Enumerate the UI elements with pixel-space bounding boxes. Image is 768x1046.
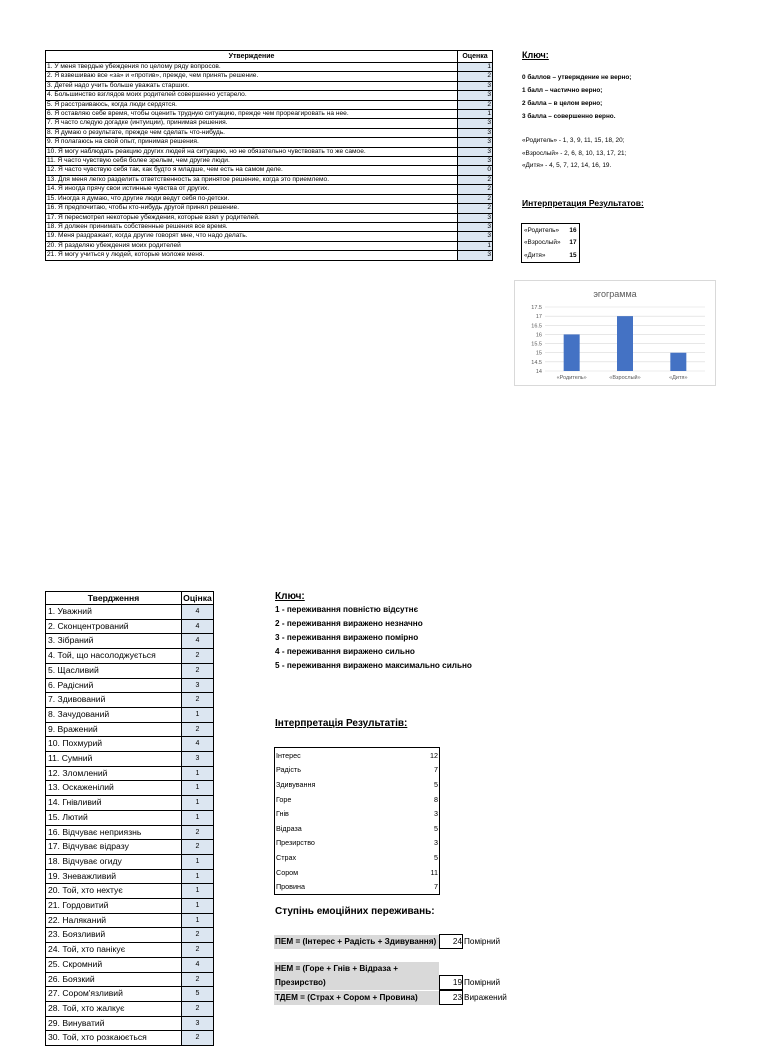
row-text: Гнів xyxy=(276,809,289,819)
table-row xyxy=(275,806,440,821)
row-text: 2. Я взвешиваю все «за» и «против», прежде, чем принять решение. xyxy=(46,72,458,81)
emotion-results-table xyxy=(274,747,440,895)
table-row xyxy=(46,796,214,811)
table-row xyxy=(275,763,440,778)
formula-row-nem xyxy=(274,962,501,987)
table-row xyxy=(275,850,440,865)
table-row xyxy=(46,110,493,119)
row-score: 2 xyxy=(182,722,214,737)
row-score: 3 xyxy=(182,752,214,767)
row-text: 14. Я иногда прячу свои истинные чувства от других. xyxy=(46,185,458,194)
table-row xyxy=(46,634,214,649)
row-score: 1 xyxy=(182,781,214,796)
table-row xyxy=(46,766,214,781)
table-row xyxy=(46,825,214,840)
y-tick-label: 15.5 xyxy=(531,341,542,348)
row-text: 18. Я должен принимать собственные решения все время. xyxy=(46,222,458,231)
row-score: 2 xyxy=(182,825,214,840)
bar xyxy=(564,334,580,371)
row-score: 2 xyxy=(182,649,214,664)
row-score: 3 xyxy=(182,678,214,693)
table-row xyxy=(46,1001,214,1016)
formula-text: ПЕМ = (Інтерес + Радість + Здивування) xyxy=(274,935,439,949)
result-label: «Взрослый» xyxy=(524,239,561,247)
row-text: 6. Радісний xyxy=(46,678,182,693)
row-score: 4 xyxy=(182,634,214,649)
row-score: 2 xyxy=(182,840,214,855)
row-text: Радість xyxy=(276,765,301,775)
row-text: Страх xyxy=(276,852,297,862)
bar xyxy=(617,316,633,371)
table-row xyxy=(46,166,493,175)
row-score: 4 xyxy=(182,957,214,972)
table-row xyxy=(46,605,214,620)
key-line: 3 - переживання виражено помірно xyxy=(275,633,419,642)
table-row xyxy=(46,899,214,914)
row-score: 2 xyxy=(458,175,493,184)
row-text: 4. Большинство взглядов моих родителей совершенно устарело. xyxy=(46,91,458,100)
row-score: 1 xyxy=(182,810,214,825)
interpretation-title-uk: Інтерпретація Результатів: xyxy=(275,718,408,729)
table-row xyxy=(46,707,214,722)
formula-row-pem xyxy=(274,934,500,948)
table-row xyxy=(522,237,580,250)
row-score: 5 xyxy=(434,779,438,789)
table-row xyxy=(46,72,493,81)
y-tick-label: 14.5 xyxy=(531,359,542,366)
row-score: 3 xyxy=(434,809,438,819)
row-score: 1 xyxy=(182,869,214,884)
row-text: 12. Я часто чувствую себя так, как будто я младше, чем есть на самом деле. xyxy=(46,166,458,175)
row-text: 17. Я пересмотрел некоторые убеждения, которые взял у родителей. xyxy=(46,213,458,222)
table-row xyxy=(46,619,214,634)
table-row xyxy=(46,957,214,972)
table-row xyxy=(46,63,493,72)
row-score: 7 xyxy=(434,882,438,892)
row-text: 19. Меня раздражает, когда другие говорят мне, что надо делать. xyxy=(46,232,458,241)
row-text: 12. Зломлений xyxy=(46,766,182,781)
row-text: 29. Винуватий xyxy=(46,1016,182,1031)
row-text: 27. Сором'язливий xyxy=(46,987,182,1002)
table-row xyxy=(46,649,214,664)
header-score: Оценка xyxy=(458,51,493,63)
formula-value: 19 xyxy=(439,975,463,990)
table-row xyxy=(46,1031,214,1046)
row-text: 4. Той, що насолоджується xyxy=(46,649,182,664)
key-groups xyxy=(522,137,626,175)
key-title-uk: Ключ: xyxy=(275,591,305,602)
table-row xyxy=(46,752,214,767)
row-text: 20. Той, хто нехтує xyxy=(46,884,182,899)
row-score: 2 xyxy=(182,663,214,678)
row-score: 4 xyxy=(182,619,214,634)
table-row xyxy=(46,232,493,241)
table-row xyxy=(46,185,493,194)
table-row xyxy=(275,879,440,894)
row-text: 21. Я могу учиться у людей, которые моложе меня. xyxy=(46,251,458,260)
table-row xyxy=(275,836,440,851)
row-text: 9. Я полагаюсь на свой опыт, принимая решения. xyxy=(46,138,458,147)
y-tick-label: 16.5 xyxy=(531,323,542,330)
table-row xyxy=(46,194,493,203)
row-score: 1 xyxy=(458,110,493,119)
table-row xyxy=(46,204,493,213)
row-score: 3 xyxy=(182,1016,214,1031)
row-score: 1 xyxy=(458,63,493,72)
row-text: 13. Для меня легко разделить ответственность за принятое решение, когда это приемлемо. xyxy=(46,175,458,184)
x-tick-label: «Взрослый» xyxy=(609,375,641,381)
row-text: Відраза xyxy=(276,823,302,833)
row-score: 4 xyxy=(182,605,214,620)
group-line: «Взрослый» - 2, 6, 8, 10, 13, 17, 21; xyxy=(522,149,627,157)
row-score: 3 xyxy=(458,251,493,260)
row-score: 1 xyxy=(182,884,214,899)
table-row xyxy=(46,213,493,222)
row-text: 1. У меня твердые убеждения по целому ряду вопросов. xyxy=(46,63,458,72)
row-text: 26. Боязкий xyxy=(46,972,182,987)
row-score: 5 xyxy=(434,823,438,833)
row-text: Горе xyxy=(276,794,292,804)
row-text: 20. Я разделяю убеждения моих родителей xyxy=(46,241,458,250)
row-score: 2 xyxy=(182,943,214,958)
table-row xyxy=(46,138,493,147)
table-row xyxy=(46,251,493,260)
table-row xyxy=(522,249,580,262)
x-tick-label: «Родитель» xyxy=(556,375,587,381)
table-header-row xyxy=(46,592,214,605)
table-row xyxy=(46,157,493,166)
interpretation-title: Интерпретация Результатов: xyxy=(522,198,644,208)
row-text: 8. Зачудований xyxy=(46,707,182,722)
row-text: 7. Я часто следую догадке (интуиции), принимая решения. xyxy=(46,119,458,128)
row-score: 3 xyxy=(458,147,493,156)
row-text: 13. Оскаженілий xyxy=(46,781,182,796)
bar xyxy=(670,353,686,371)
row-score: 2 xyxy=(458,72,493,81)
row-text: 23. Боязливий xyxy=(46,928,182,943)
formula-level: Помірний xyxy=(464,978,501,987)
row-score: 5 xyxy=(182,987,214,1002)
row-text: 15. Иногда я думаю, что другие люди ведут себя по-детски. xyxy=(46,194,458,203)
table-row xyxy=(46,781,214,796)
row-score: 3 xyxy=(458,232,493,241)
y-tick-label: 17 xyxy=(535,314,542,321)
row-text: 6. Я оставляю себе время, чтобы оценить трудную ситуацию, прежде чем прореагировать на нее. xyxy=(46,110,458,119)
row-text: Інтерес xyxy=(276,750,301,760)
chart-title: эгограмма xyxy=(593,289,637,299)
table-row xyxy=(46,884,214,899)
table-row xyxy=(46,913,214,928)
row-score: 1 xyxy=(458,241,493,250)
result-value: 16 xyxy=(569,226,577,234)
y-tick-label: 16 xyxy=(535,332,542,339)
key-line: 1 балл – частично верно; xyxy=(522,87,603,94)
row-score: 3 xyxy=(458,81,493,90)
table-row xyxy=(522,224,580,237)
table-row xyxy=(46,100,493,109)
row-score: 0 xyxy=(458,166,493,175)
row-text: Провина xyxy=(276,882,305,892)
row-score: 3 xyxy=(458,157,493,166)
table-row xyxy=(46,972,214,987)
header-statement: Утверждение xyxy=(46,51,458,63)
row-text: 3. Детей надо учить больше уважать старших. xyxy=(46,81,458,90)
row-text: 18. Відчуває огиду xyxy=(46,854,182,869)
row-score: 3 xyxy=(434,838,438,848)
row-text: 10. Я могу наблюдать реакцию других людей на ситуацию, но не обязательно чувствовать то же самое. xyxy=(46,147,458,156)
table-row xyxy=(46,722,214,737)
key-line: 2 балла – в целом верно; xyxy=(522,100,603,107)
result-value: 15 xyxy=(569,251,577,259)
key-lines-uk xyxy=(275,605,472,675)
row-score: 1 xyxy=(182,707,214,722)
table-row xyxy=(46,128,493,137)
row-text: 3. Зібраний xyxy=(46,634,182,649)
row-text: 11. Я часто чувствую себя более зрелым, чем другие люди. xyxy=(46,157,458,166)
table-row xyxy=(46,663,214,678)
table-row xyxy=(275,748,440,763)
y-tick-label: 15 xyxy=(535,350,542,357)
group-line: «Родитель» - 1, 3, 9, 11, 15, 18, 20; xyxy=(522,137,625,144)
x-tick-label: «Дитя» xyxy=(669,375,688,381)
row-text: 22. Наляканий xyxy=(46,913,182,928)
row-text: 8. Я думаю о результате, прежде чем сделать что-нибудь. xyxy=(46,128,458,137)
row-text: 9. Вражений xyxy=(46,722,182,737)
table-row xyxy=(46,928,214,943)
egogram-chart xyxy=(514,280,716,386)
row-score: 2 xyxy=(182,928,214,943)
table-row xyxy=(46,241,493,250)
row-text: 2. Сконцентрований xyxy=(46,619,182,634)
row-text: Сором xyxy=(276,867,299,877)
header-score: Оцінка xyxy=(183,593,212,603)
table-row xyxy=(46,693,214,708)
formula-text: НЕМ = (Горе + Гнів + Відраза + Презирство) xyxy=(274,962,439,990)
row-text: 16. Відчуває неприязнь xyxy=(46,825,182,840)
row-score: 2 xyxy=(458,100,493,109)
table-row xyxy=(46,869,214,884)
formula-row-tdem xyxy=(274,990,507,1004)
result-label: «Дитя» xyxy=(524,251,546,259)
row-score: 2 xyxy=(182,1001,214,1016)
formula-level: Помірний xyxy=(464,937,501,946)
row-text: 7. Здивований xyxy=(46,693,182,708)
formula-level: Виражений xyxy=(464,993,507,1002)
table-row xyxy=(46,119,493,128)
key-line: 1 - переживання повністю відсутнє xyxy=(275,605,419,614)
row-score: 3 xyxy=(458,213,493,222)
table-row xyxy=(275,821,440,836)
row-text: Презирство xyxy=(276,838,315,848)
row-score: 1 xyxy=(182,913,214,928)
row-score: 3 xyxy=(458,128,493,137)
row-score: 5 xyxy=(434,852,438,862)
result-label: «Родитель» xyxy=(524,226,560,234)
row-score: 7 xyxy=(434,765,438,775)
row-text: 21. Гордовитий xyxy=(46,899,182,914)
table-row xyxy=(46,81,493,90)
formula-value: 23 xyxy=(439,990,463,1005)
row-score: 1 xyxy=(182,766,214,781)
table-row xyxy=(46,222,493,231)
row-score: 4 xyxy=(182,737,214,752)
statements-table-uk xyxy=(45,591,214,1046)
row-score: 3 xyxy=(458,91,493,100)
key-line: 0 баллов – утверждение не верно; xyxy=(522,74,632,81)
row-text: 25. Скромний xyxy=(46,957,182,972)
key-line: 5 - переживання виражено максимально сильно xyxy=(275,661,472,670)
header-statement: Твердження xyxy=(46,592,182,605)
row-text: 30. Той, хто розкаюється xyxy=(46,1031,182,1046)
key-line: 2 - переживання виражено незначно xyxy=(275,619,423,628)
row-score: 2 xyxy=(182,1031,214,1046)
row-score: 1 xyxy=(182,854,214,869)
table-row xyxy=(46,987,214,1002)
row-text: 1. Уважний xyxy=(46,605,182,620)
row-text: 28. Той, хто жалкує xyxy=(46,1001,182,1016)
row-score: 3 xyxy=(458,119,493,128)
row-text: 24. Той, хто панікує xyxy=(46,943,182,958)
table-row xyxy=(46,943,214,958)
group-line: «Дитя» - 4, 5, 7, 12, 14, 16, 19. xyxy=(522,162,612,169)
row-text: 10. Похмурий xyxy=(46,737,182,752)
key-line: 4 - переживання виражено сильно xyxy=(275,647,415,656)
row-text: 16. Я предпочитаю, чтобы кто-нибудь другой принял решение. xyxy=(46,204,458,213)
table-row xyxy=(46,91,493,100)
key-title: Ключ: xyxy=(522,50,549,60)
table-row xyxy=(275,792,440,807)
result-value: 17 xyxy=(569,239,577,247)
row-score: 3 xyxy=(458,138,493,147)
row-score: 8 xyxy=(434,794,438,804)
key-lines xyxy=(522,74,631,126)
ego-results-table xyxy=(521,223,580,263)
table-row xyxy=(46,678,214,693)
row-text: 5. Я расстраиваюсь, когда люди сердятся. xyxy=(46,100,458,109)
row-score: 2 xyxy=(182,972,214,987)
formula-text: ТДЕМ = (Страх + Сором + Провина) xyxy=(274,991,439,1005)
row-score: 2 xyxy=(458,185,493,194)
statements-table-ru xyxy=(45,50,493,261)
row-score: 2 xyxy=(458,194,493,203)
row-score: 3 xyxy=(458,222,493,231)
row-text: Здивування xyxy=(276,779,316,789)
y-tick-label: 17.5 xyxy=(531,305,542,311)
row-score: 1 xyxy=(182,899,214,914)
table-row xyxy=(46,810,214,825)
table-row xyxy=(46,854,214,869)
row-text: 11. Сумний xyxy=(46,752,182,767)
row-score: 2 xyxy=(182,693,214,708)
row-text: 19. Зневажливий xyxy=(46,869,182,884)
table-row xyxy=(275,777,440,792)
row-text: 17. Відчуває відразу xyxy=(46,840,182,855)
y-tick-label: 14 xyxy=(535,369,542,375)
row-score: 12 xyxy=(430,750,438,760)
row-score: 2 xyxy=(458,204,493,213)
key-line: 3 балла – совершенно верно. xyxy=(522,113,616,120)
table-row xyxy=(275,865,440,880)
table-row xyxy=(46,737,214,752)
chart-svg xyxy=(515,281,715,385)
row-text: 5. Щасливий xyxy=(46,663,182,678)
row-text: 14. Гнівливий xyxy=(46,796,182,811)
row-score: 1 xyxy=(182,796,214,811)
table-row xyxy=(46,175,493,184)
formula-value: 24 xyxy=(439,934,463,949)
table-header-row xyxy=(46,51,493,63)
table-row xyxy=(46,147,493,156)
degree-title: Ступінь емоційних переживань: xyxy=(275,906,435,917)
row-text: 15. Лютий xyxy=(46,810,182,825)
row-score: 11 xyxy=(430,867,438,877)
table-row xyxy=(46,840,214,855)
